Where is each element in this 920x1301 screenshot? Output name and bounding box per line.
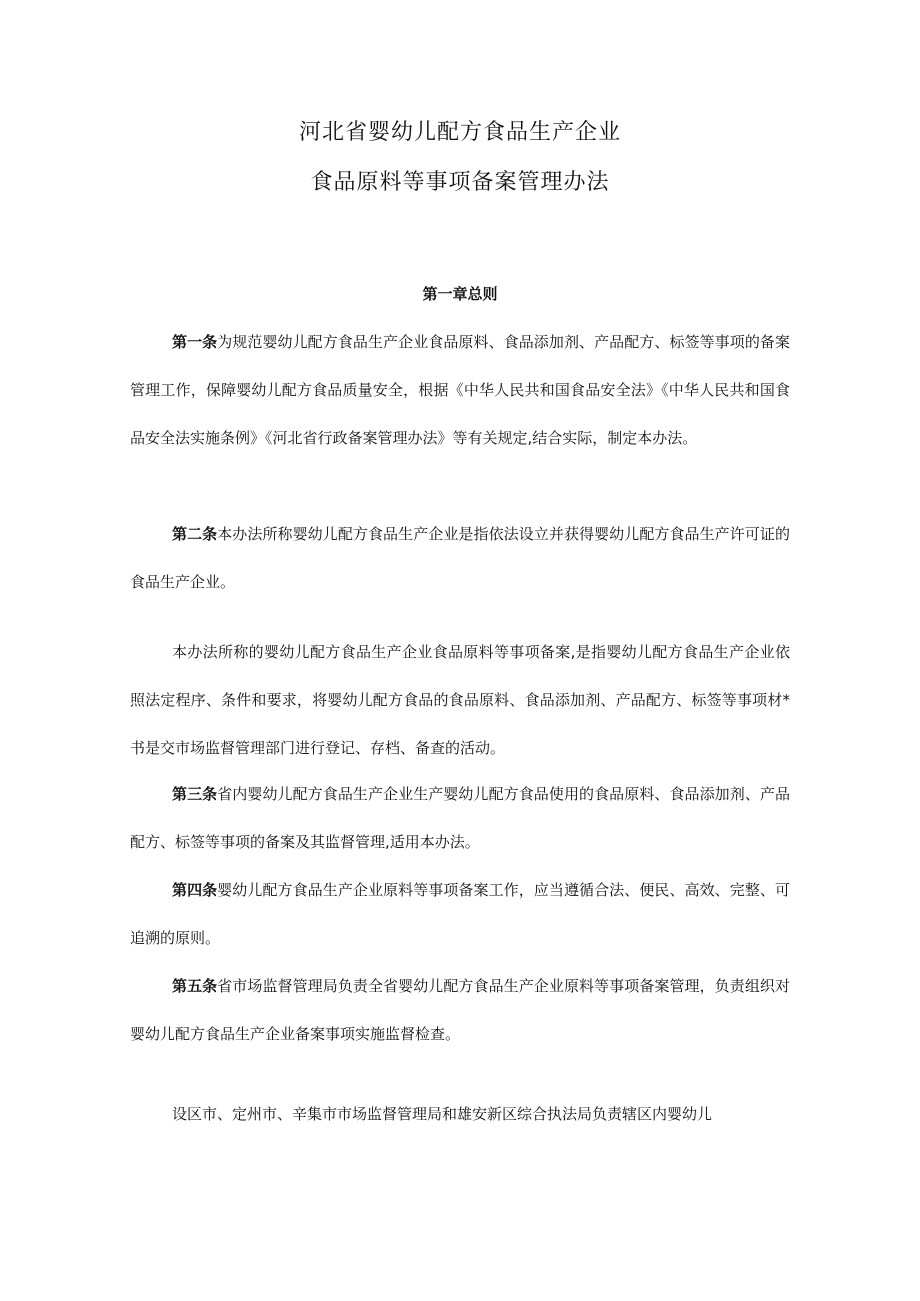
article-label: 第二条 <box>172 525 218 543</box>
article-4 <box>130 866 790 962</box>
article-label: 第三条 <box>172 785 218 803</box>
article-text: 省市场监督管理局负责全省婴幼儿配方食品生产企业原料等事项备案管理，负责组织对婴幼儿配方食品生产企业备案事项实施监督检查。 <box>130 977 790 1043</box>
article-label: 第四条 <box>172 881 218 899</box>
article-3 <box>130 770 790 866</box>
article-1 <box>130 318 790 462</box>
article-label: 第五条 <box>172 977 218 995</box>
article-5-clause-2 <box>130 1090 790 1138</box>
article-label: 第一条 <box>172 333 218 351</box>
chapter-heading: 第一章总则 <box>422 285 498 303</box>
document-title-line-1: 河北省婴幼儿配方食品生产企业 <box>298 120 621 145</box>
article-text: 设区市、定州市、辛集市市场监督管理局和雄安新区综合执法局负责辖区内婴幼儿 <box>172 1105 713 1123</box>
article-text: 为规范婴幼儿配方食品生产企业食品原料、食品添加剂、产品配方、标签等事项的备案管理工作，保障婴幼儿配方食品质量安全，根据《中华人民共和国食品安全法》《中华人民共和国食品安全法实施条例》《河北省行政备案管理办法》等有关规定,结合实际，制定本办法。 <box>130 333 790 447</box>
article-text: 婴幼儿配方食品生产企业原料等事项备案工作，应当遵循合法、便民、高效、完整、可追溯的原则。 <box>130 881 790 947</box>
article-text: 本办法所称的婴幼儿配方食品生产企业食品原料等事项备案,是指婴幼儿配方食品生产企业依照法定程序、条件和要求，将婴幼儿配方食品的食品原料、食品添加剂、产品配方、标签等事项材*书是交市场监督管理部门进行登记、存档、备查的活动。 <box>130 643 790 757</box>
article-5 <box>130 962 790 1058</box>
article-text: 省内婴幼儿配方食品生产企业生产婴幼儿配方食品使用的食品原料、食品添加剂、产品配方、标签等事项的备案及其监督管理,适用本办法。 <box>130 785 790 851</box>
article-2 <box>130 510 790 606</box>
article-text: 本办法所称婴幼儿配方食品生产企业是指依法设立并获得婴幼儿配方食品生产许可证的食品生产企业。 <box>130 525 790 591</box>
document-title-line-2: 食品原料等事项备案管理办法 <box>310 170 610 195</box>
article-2-clause-2 <box>130 628 790 772</box>
